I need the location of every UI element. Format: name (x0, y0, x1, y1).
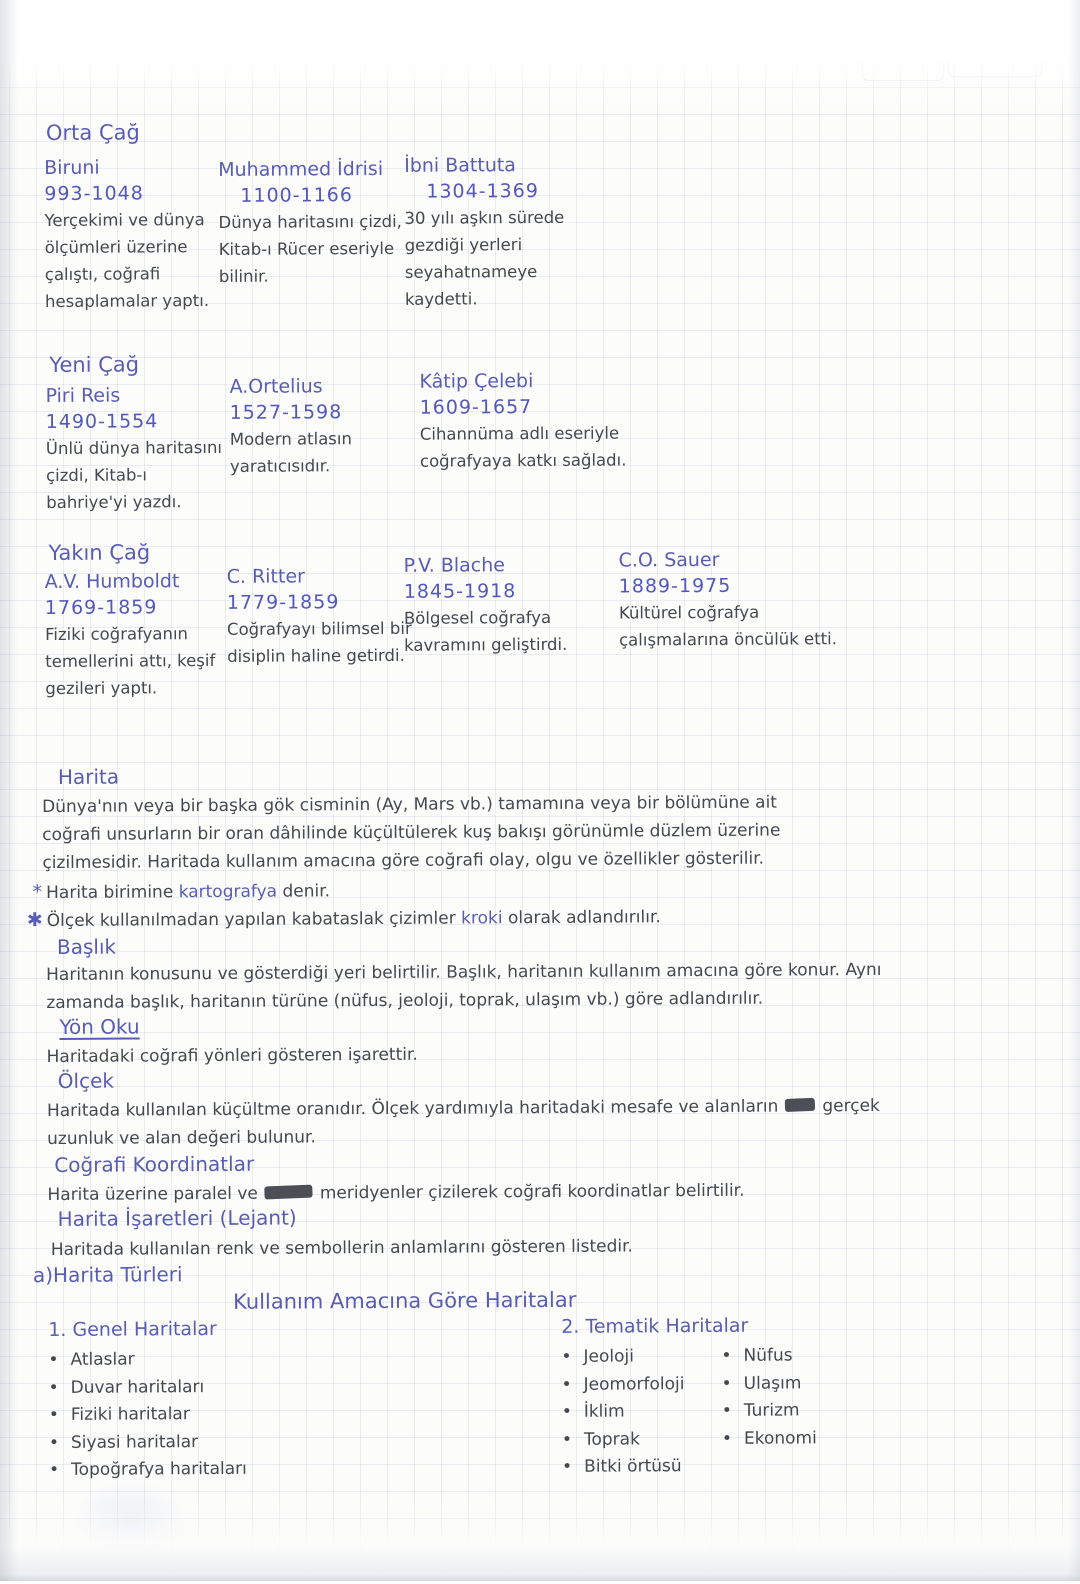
person-card-humboldt (45, 568, 236, 702)
person-name: P.V. Blache (403, 554, 506, 577)
paper-edge-outline (948, 53, 1042, 77)
section-heading-harita-turleri: a)Harita Türleri (32, 1262, 183, 1288)
baslik-definition (46, 955, 1056, 1017)
person-desc: Kültürel coğrafya çalışmalarına öncülük etti. (618, 602, 837, 650)
section-heading-harita: Harita (57, 764, 120, 789)
list-item (562, 1398, 710, 1426)
list-tematik-haritalar (561, 1314, 870, 1481)
bullet-dot: • (721, 1345, 732, 1366)
bullet-dot: • (721, 1428, 733, 1449)
person-desc: Coğrafyayı bilimsel bir disiplin haline getirdi. (226, 618, 412, 666)
person-desc: Dünya haritasını çizdi, Kitab-ı Rücer eseriyle bilinir. (218, 211, 402, 286)
person-years: 1304-1369 (426, 179, 539, 203)
person-card-piri-reis (46, 382, 225, 516)
list-item (561, 1343, 709, 1371)
section-heading-olcek: Ölçek (57, 1068, 115, 1093)
note-text: Harita birimine (46, 882, 179, 904)
note-text: olarak adlandırılır. (502, 907, 661, 929)
person-name: A.Ortelius (229, 375, 323, 398)
bullet-dot: • (561, 1429, 573, 1450)
bullet-dot: • (721, 1373, 732, 1394)
era-title-yakin-cag: Yakın Çağ (48, 540, 151, 565)
bullet-dot: • (562, 1456, 573, 1477)
term-kartografya: kartografya (178, 881, 278, 903)
paper-left-shadow (0, 0, 18, 1581)
text-segment: meridyenler çizilerek coğrafi koordinatlar belirtilir. (319, 1180, 745, 1204)
list-item-label: Toprak (583, 1428, 640, 1450)
list-item-label: Siyasi haritalar (70, 1431, 199, 1453)
person-name: Kâtip Çelebi (419, 370, 534, 393)
list-title: 2. Tematik Haritalar (561, 1314, 749, 1338)
person-years: 1845-1918 (403, 580, 517, 603)
list-item (48, 1346, 246, 1375)
list-item-label: Jeoloji (583, 1346, 634, 1367)
list-genel-haritalar (48, 1318, 247, 1485)
note-kartografya (33, 877, 331, 907)
bullet-dot: • (48, 1349, 59, 1371)
era-title-orta-cag: Orta Çağ (45, 120, 140, 146)
bullet-dot: • (561, 1346, 572, 1367)
person-years: 993-1048 (44, 182, 144, 206)
list-item-label: Bitki örtüsü (584, 1456, 682, 1477)
list-item (49, 1373, 247, 1402)
person-desc: Ünlü dünya haritasını çizdi, Kitab-ı bahriye'yi yazdı. (45, 437, 223, 513)
list-item-label: Ulaşım (743, 1372, 802, 1394)
person-years: 1779-1859 (226, 591, 340, 614)
list-item (562, 1453, 710, 1481)
list-title: 1. Genel Haritalar (48, 1317, 217, 1342)
lejant-definition: Haritada kullanılan renk ve sembollerin anlamlarını gösteren listedir. (50, 1236, 633, 1260)
ink-scribble (785, 1098, 816, 1112)
person-card-katip-celebi (419, 367, 635, 474)
section-heading-baslik: Başlık (56, 934, 117, 959)
star-mark: ✱ (26, 909, 43, 932)
koordinatlar-definition (47, 1175, 1057, 1209)
note-text: Ölçek kullanılmadan yapılan kabataslak çizimler (46, 908, 462, 932)
person-name: Muhammed İdrisi (218, 157, 384, 181)
list-item-label: Jeomorfoloji (583, 1373, 685, 1395)
text-line: uzunluk ve alan değeri bulunur. (47, 1127, 316, 1150)
text-line: zamanda başlık, haritanın türüne (nüfus, jeoloji, toprak, ulaşım vb.) göre adlandırılır. (46, 988, 764, 1014)
list-item-label: Duvar haritaları (70, 1376, 205, 1398)
section-heading-yon-oku: Yön Oku (59, 1014, 140, 1039)
paper-edge-outline (862, 57, 944, 81)
list-item-label: Atlaslar (70, 1349, 135, 1370)
note-kroki (27, 903, 661, 935)
bullet-dot: • (48, 1377, 59, 1398)
list-item (49, 1456, 247, 1485)
section-heading-koordinatlar: Coğrafi Koordinatlar (54, 1151, 255, 1177)
note-text: denir. (276, 881, 331, 902)
person-years: 1490-1554 (45, 410, 159, 434)
list-item (721, 1342, 869, 1370)
person-name: Biruni (44, 156, 100, 180)
ink-scribble (265, 1185, 313, 1200)
text-line: çizilmesidir. Haritada kullanım amacına göre coğrafi olay, olgu ve özellikler gösterilir. (42, 848, 765, 874)
bullet-dot: • (49, 1459, 60, 1481)
list-item (562, 1370, 710, 1398)
bullet-dot: • (561, 1401, 572, 1422)
person-card-idrisi (218, 156, 404, 290)
list-item (722, 1369, 870, 1397)
list-item-label: Fiziki haritalar (70, 1404, 190, 1425)
person-years: 1769-1859 (44, 596, 158, 620)
list-item (562, 1425, 710, 1453)
paper-right-shadow (1068, 0, 1080, 1581)
list-item (722, 1397, 870, 1425)
olcek-definition (47, 1091, 1057, 1153)
bullet-dot: • (48, 1404, 59, 1426)
person-desc: Fiziki coğrafyanın temellerini attı, keşif gezileri yaptı. (44, 624, 216, 699)
person-name: Piri Reis (45, 384, 121, 408)
person-card-sauer (619, 546, 868, 654)
list-item-label: Turizm (743, 1400, 800, 1421)
list-item (49, 1428, 247, 1457)
person-name: C.O. Sauer (618, 548, 720, 572)
star-mark: * (32, 881, 43, 904)
person-years: 1609-1657 (419, 396, 533, 419)
paper-bottom-shadow (0, 1501, 1080, 1581)
list-item-label: İklim (583, 1401, 625, 1422)
text-segment: gerçek (822, 1095, 880, 1117)
person-years: 1100-1166 (240, 184, 354, 207)
list-item-label: Nüfus (743, 1345, 793, 1366)
subtitle-kullanim-amacina-gore: Kullanım Amacına Göre Haritalar (233, 1287, 577, 1314)
person-desc: 30 yılı aşkın sürede gezdiği yerleri seyahatnameye kaydetti. (404, 207, 565, 309)
bullet-dot: • (721, 1400, 732, 1421)
person-card-blache (404, 551, 630, 658)
person-desc: Cihannüma adlı eseriyle coğrafyaya katkı sağladı. (419, 423, 627, 471)
list-item-label: Ekonomi (743, 1427, 817, 1449)
person-card-ritter (227, 563, 413, 670)
person-card-ortelius (229, 373, 425, 480)
text-segment: Harita üzerine paralel ve (47, 1183, 258, 1206)
tematik-column-1 (561, 1343, 710, 1481)
person-desc: Bölgesel coğrafya kavramını geliştirdi. (403, 607, 568, 655)
text-line: Haritanın konusunu ve gösterdiği yeri belirtilir. Başlık, haritanın kullanım amacına göre konur. Aynı (46, 959, 882, 986)
era-title-yeni-cag: Yeni Çağ (49, 352, 140, 377)
text-line: coğrafi unsurların bir oran dâhilinde küçültülerek kuş bakışı görünümle düzlem üzerine (42, 820, 781, 846)
list-item-label: Topoğrafya haritaları (71, 1458, 247, 1480)
person-desc: Yerçekimi ve dünya ölçümleri üzerine çalıştı, coğrafi hesaplamalar yaptı. (44, 210, 210, 312)
person-card-battuta (404, 152, 610, 313)
person-name: İbni Battuta (404, 154, 516, 177)
person-name: C. Ritter (226, 565, 305, 588)
term-kroki: kroki (461, 908, 503, 929)
person-desc: Modern atlasın yaratıcısıdır. (229, 429, 352, 476)
person-name: A.V. Humboldt (44, 570, 180, 594)
text-line: Dünya'nın veya bir başka gök cisminin (Ay, Mars vb.) tamamına veya bir bölümüne ait (42, 792, 777, 818)
bullet-dot: • (48, 1432, 60, 1453)
harita-definition (42, 787, 1047, 877)
list-item (49, 1401, 247, 1430)
yon-oku-definition: Haritadaki coğrafi yönleri gösteren işarettir. (46, 1044, 418, 1068)
list-item (722, 1424, 870, 1452)
section-heading-lejant: Harita İşaretleri (Lejant) (57, 1205, 297, 1231)
person-card-biruni (44, 154, 210, 315)
text-segment: Haritada kullanılan küçültme oranıdır. Ölçek yardımıyla haritadaki mesafe ve alanların (46, 1096, 779, 1122)
tematik-column-2 (721, 1342, 870, 1480)
person-years: 1527-1598 (229, 401, 343, 424)
person-years: 1889-1975 (618, 574, 732, 598)
bullet-dot: • (561, 1374, 572, 1395)
